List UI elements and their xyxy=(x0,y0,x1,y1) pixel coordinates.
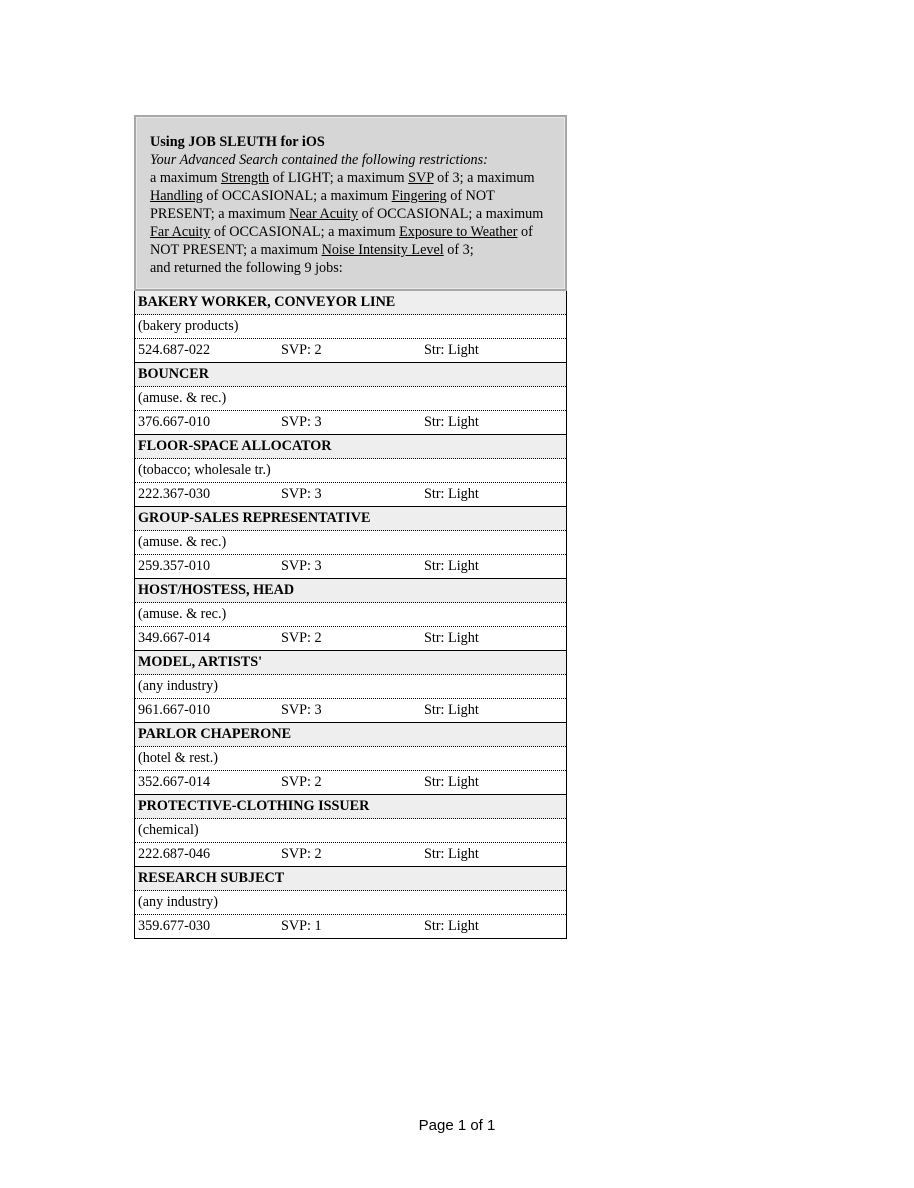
job-svp: SVP: 3 xyxy=(281,414,322,430)
job-strength: Str: Light xyxy=(424,630,479,646)
job-entry xyxy=(135,794,566,866)
job-industry: (bakery products) xyxy=(135,315,566,339)
job-code: 259.357-010 xyxy=(138,558,211,574)
job-code: 376.667-010 xyxy=(138,414,211,430)
job-details xyxy=(135,915,566,938)
restriction-text: of 3; xyxy=(443,242,474,258)
job-industry: (amuse. & rec.) xyxy=(135,603,566,627)
restriction-text: of OCCASIONAL; a maximum xyxy=(202,188,392,204)
job-code: 352.667-014 xyxy=(138,774,211,790)
restriction-link[interactable]: Fingering xyxy=(391,188,447,204)
job-entry xyxy=(135,506,566,578)
restriction-link[interactable]: Exposure to Weather xyxy=(399,224,518,240)
job-industry: (chemical) xyxy=(135,819,566,843)
job-svp: SVP: 2 xyxy=(281,630,322,646)
restriction-link[interactable]: Near Acuity xyxy=(289,206,359,222)
job-svp: SVP: 1 xyxy=(281,918,322,934)
job-details xyxy=(135,627,566,650)
job-code: 222.687-046 xyxy=(138,846,211,862)
summary-title: Using JOB SLEUTH for iOS xyxy=(150,134,325,150)
job-title: PROTECTIVE-CLOTHING ISSUER xyxy=(135,795,566,819)
job-strength: Str: Light xyxy=(424,774,479,790)
restriction-text: of 3; a maximum xyxy=(433,170,535,186)
job-code: 349.667-014 xyxy=(138,630,211,646)
job-code: 359.677-030 xyxy=(138,918,211,934)
job-industry: (any industry) xyxy=(135,675,566,699)
job-title: BOUNCER xyxy=(135,363,566,387)
job-entry xyxy=(135,578,566,650)
job-entry xyxy=(135,722,566,794)
summary-subtitle: Your Advanced Search contained the following restrictions: xyxy=(150,152,488,168)
job-title: RESEARCH SUBJECT xyxy=(135,867,566,891)
job-strength: Str: Light xyxy=(424,414,479,430)
job-strength: Str: Light xyxy=(424,486,479,502)
job-entry xyxy=(135,866,566,938)
job-svp: SVP: 2 xyxy=(281,342,322,358)
job-svp: SVP: 3 xyxy=(281,558,322,574)
job-industry: (tobacco; wholesale tr.) xyxy=(135,459,566,483)
search-summary xyxy=(134,115,567,291)
job-entry xyxy=(135,434,566,506)
job-details xyxy=(135,843,566,866)
job-strength: Str: Light xyxy=(424,342,479,358)
search-results xyxy=(134,115,567,939)
job-title: FLOOR-SPACE ALLOCATOR xyxy=(135,435,566,459)
restriction-text: a maximum xyxy=(150,170,221,186)
job-details xyxy=(135,411,566,434)
restriction-text: of OCCASIONAL; a maximum xyxy=(358,206,544,222)
job-details xyxy=(135,699,566,722)
restriction-text: of NOT PRESENT; a maximum xyxy=(150,188,495,222)
job-svp: SVP: 3 xyxy=(281,702,322,718)
job-title: MODEL, ARTISTS' xyxy=(135,651,566,675)
job-industry: (any industry) xyxy=(135,891,566,915)
job-industry: (amuse. & rec.) xyxy=(135,387,566,411)
job-details xyxy=(135,339,566,362)
job-title: BAKERY WORKER, CONVEYOR LINE xyxy=(135,291,566,315)
job-details xyxy=(135,483,566,506)
job-entry xyxy=(135,291,566,362)
restriction-link[interactable]: Strength xyxy=(220,170,270,186)
job-strength: Str: Light xyxy=(424,702,479,718)
job-strength: Str: Light xyxy=(424,918,479,934)
restriction-text: of LIGHT; a maximum xyxy=(269,170,409,186)
job-entry xyxy=(135,650,566,722)
job-title: GROUP-SALES REPRESENTATIVE xyxy=(135,507,566,531)
result-count-text: and returned the following 9 jobs: xyxy=(150,260,343,276)
restriction-text: of OCCASIONAL; a maximum xyxy=(210,224,400,240)
job-strength: Str: Light xyxy=(424,846,479,862)
job-industry: (hotel & rest.) xyxy=(135,747,566,771)
job-svp: SVP: 3 xyxy=(281,486,322,502)
job-details xyxy=(135,555,566,578)
job-industry: (amuse. & rec.) xyxy=(135,531,566,555)
job-code: 961.667-010 xyxy=(138,702,211,718)
restrictions-text xyxy=(150,170,543,258)
restriction-link[interactable]: SVP xyxy=(408,170,434,186)
restriction-link[interactable]: Handling xyxy=(150,188,203,204)
job-strength: Str: Light xyxy=(424,558,479,574)
restriction-text: of NOT PRESENT; a maximum xyxy=(150,224,533,258)
job-entry xyxy=(135,362,566,434)
job-details xyxy=(135,771,566,794)
job-title: HOST/HOSTESS, HEAD xyxy=(135,579,566,603)
job-code: 222.367-030 xyxy=(138,486,211,502)
page-number: Page 1 of 1 xyxy=(418,1117,496,1134)
job-svp: SVP: 2 xyxy=(281,846,322,862)
restriction-link[interactable]: Far Acuity xyxy=(150,224,211,240)
restriction-link[interactable]: Noise Intensity Level xyxy=(321,242,444,258)
job-title: PARLOR CHAPERONE xyxy=(135,723,566,747)
job-svp: SVP: 2 xyxy=(281,774,322,790)
job-list xyxy=(134,291,567,939)
job-code: 524.687-022 xyxy=(138,342,211,358)
